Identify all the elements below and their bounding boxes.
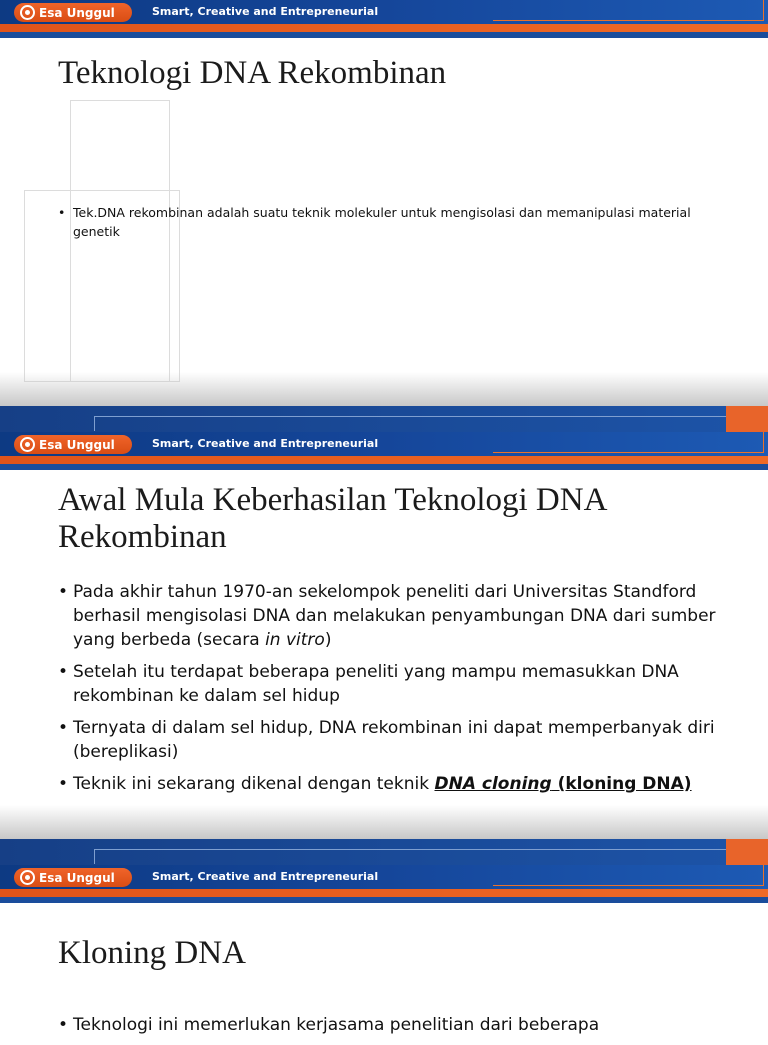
tagline: Smart, Creative and Entrepreneurial xyxy=(152,870,379,883)
bullet-list xyxy=(58,203,718,241)
header-accent-bar xyxy=(0,889,768,897)
slide-title: Awal Mula Keberhasilan Teknologi DNA Rekombinan xyxy=(58,482,606,555)
bullet-list xyxy=(58,1013,718,1045)
logo-icon xyxy=(20,5,35,20)
logo-icon xyxy=(20,870,35,885)
footer-bar xyxy=(0,839,768,865)
slide-title: Kloning DNA xyxy=(58,935,246,971)
header-accent-bar xyxy=(0,456,768,464)
brand-logo xyxy=(14,3,132,22)
slide-1 xyxy=(0,0,768,432)
logo-text: Esa Unggul xyxy=(39,870,115,885)
brand-logo xyxy=(14,868,132,887)
slide-title: Teknologi DNA Rekombinan xyxy=(58,55,447,91)
bullet-item: • Teknologi ini memerlukan kerjasama penelitian dari beberapa xyxy=(58,1013,718,1037)
bullet-item: • Ternyata di dalam sel hidup, DNA rekombinan ini dapat memperbanyak diri (bereplikasi) xyxy=(58,716,718,764)
bullet-item: • Setelah itu terdapat beberapa peneliti yang mampu memasukkan DNA rekombinan ke dalam sel hidup xyxy=(58,660,718,708)
tagline: Smart, Creative and Entrepreneurial xyxy=(152,5,379,18)
tagline: Smart, Creative and Entrepreneurial xyxy=(152,437,379,450)
bullet-list xyxy=(58,580,718,804)
bullet-item: • Pada akhir tahun 1970-an sekelompok peneliti dari Universitas Standford berhasil mengisolasi DNA dan melakukan penyambungan DNA dari sumber yang berbeda (secara in vitro) xyxy=(58,580,718,652)
footer-bar xyxy=(0,406,768,432)
bullet-item: • Tek.DNA rekombinan adalah suatu teknik molekuler untuk mengisolasi dan memanipulasi material genetik xyxy=(58,203,718,241)
slide-2 xyxy=(0,432,768,865)
bullet-item: • Teknik ini sekarang dikenal dengan teknik DNA cloning (kloning DNA) xyxy=(58,772,718,796)
logo-text: Esa Unggul xyxy=(39,437,115,452)
logo-icon xyxy=(20,437,35,452)
slide-3 xyxy=(0,865,768,1035)
header-accent-bar xyxy=(0,24,768,32)
brand-logo xyxy=(14,435,132,454)
logo-text: Esa Unggul xyxy=(39,5,115,20)
